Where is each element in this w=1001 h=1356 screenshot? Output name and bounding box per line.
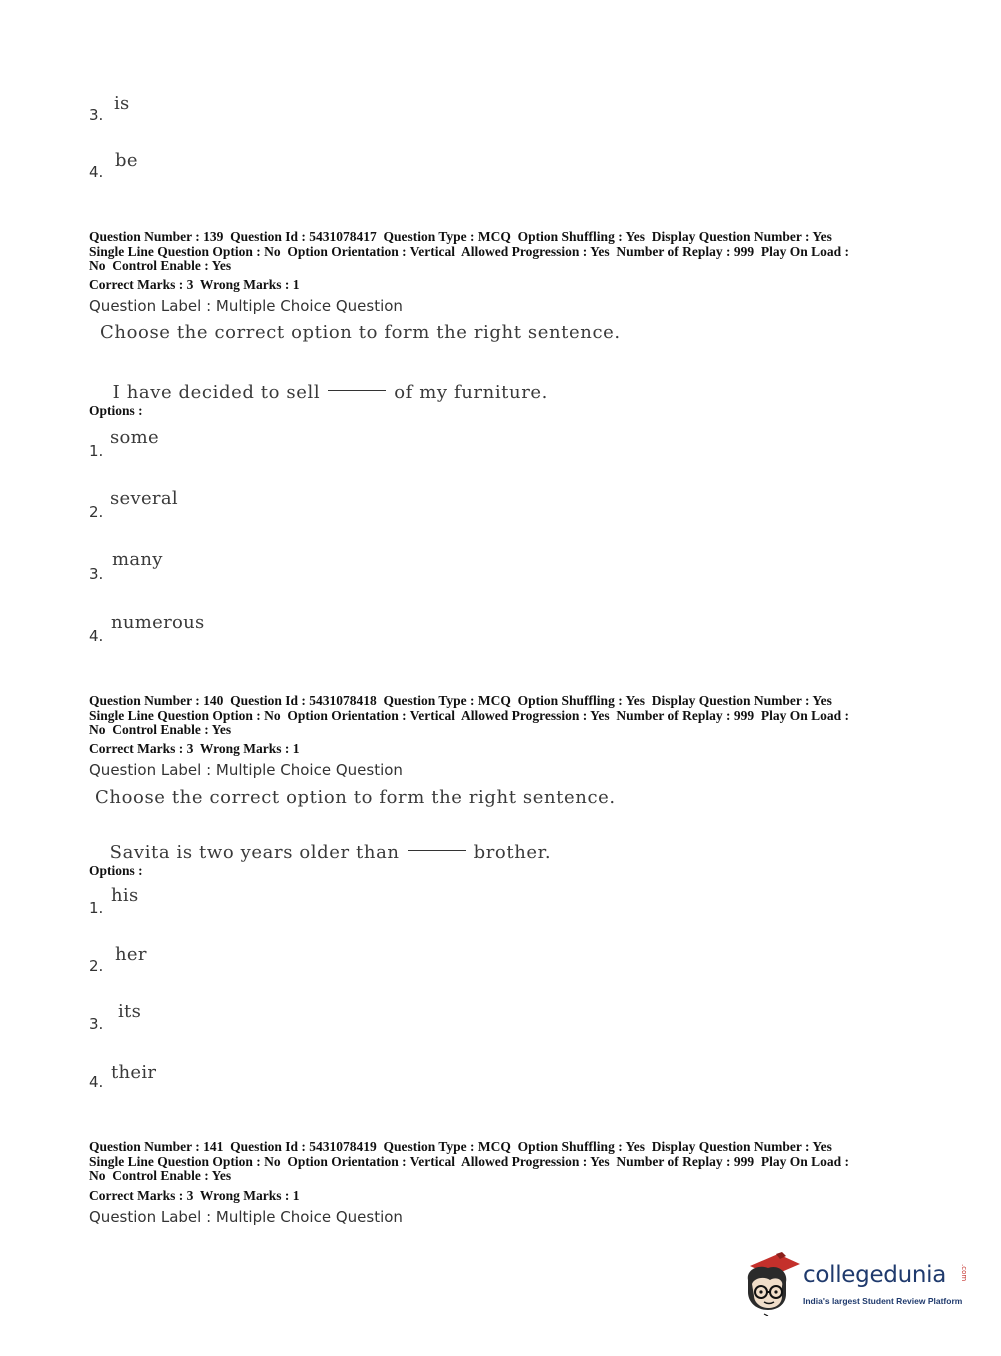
option-text: some — [110, 427, 159, 448]
question-meta-line: Single Line Question Option : No Option Orientation : Vertical Allowed Progression : Yes Number of Replay : 999 Play On Load : — [89, 243, 850, 259]
logo-tagline: India's largest Student Review Platform — [803, 1296, 963, 1306]
option-number: 4. — [89, 163, 104, 181]
question-meta-line: Question Number : 141 Question Id : 5431078419 Question Type : MCQ Option Shuffling : Yes Display Question Number : Yes — [89, 1139, 832, 1154]
option-text: be — [115, 150, 138, 171]
option-text: many — [112, 549, 163, 570]
question-label: Question Label : Multiple Choice Question — [89, 1208, 403, 1226]
option-number: 1. — [89, 899, 104, 917]
question-sentence — [97, 821, 551, 863]
collegedunia-logo — [742, 1250, 972, 1316]
option-number: 4. — [89, 627, 104, 645]
question-meta-line: Single Line Question Option : No Option Orientation : Vertical Allowed Progression : Yes Number of Replay : 999 Play On Load : — [89, 707, 850, 723]
option-text: their — [111, 1062, 157, 1083]
option-number: 2. — [89, 503, 104, 521]
question-instruction: Choose the correct option to form the right sentence. — [95, 787, 616, 808]
sentence-after: brother. — [473, 842, 552, 863]
question-141-block — [89, 1140, 849, 1184]
option-number: 1. — [89, 442, 104, 460]
options-label: Options : — [89, 403, 143, 418]
option-number: 2. — [89, 957, 104, 975]
question-139-block — [89, 230, 849, 274]
option-text: numerous — [111, 612, 205, 633]
logo-domain-suffix: .com — [960, 1264, 968, 1282]
question-meta-line: Question Number : 140 Question Id : 5431078418 Question Type : MCQ Option Shuffling : Yes Display Question Number : Yes — [89, 693, 832, 708]
question-label: Question Label : Multiple Choice Question — [89, 297, 403, 315]
question-label: Question Label : Multiple Choice Question — [89, 761, 403, 779]
marks-info: Correct Marks : 3 Wrong Marks : 1 — [89, 741, 300, 756]
question-meta-line: Single Line Question Option : No Option Orientation : Vertical Allowed Progression : Yes Number of Replay : 999 Play On Load : — [89, 1153, 850, 1169]
marks-info: Correct Marks : 3 Wrong Marks : 1 — [89, 277, 300, 292]
option-text: his — [111, 885, 139, 906]
question-meta-line: No Control Enable : Yes — [89, 258, 232, 273]
marks-info: Correct Marks : 3 Wrong Marks : 1 — [89, 1188, 300, 1203]
option-number: 3. — [89, 1015, 104, 1033]
question-instruction: Choose the correct option to form the right sentence. — [100, 322, 621, 343]
option-number: 3. — [89, 565, 104, 583]
option-text: is — [114, 93, 130, 114]
sentence-before: Savita is two years older than — [109, 842, 400, 863]
blank-line — [328, 390, 386, 391]
sentence-before: I have decided to sell — [112, 382, 321, 403]
option-number: 4. — [89, 1073, 104, 1091]
question-sentence — [100, 361, 548, 403]
question-meta-line: No Control Enable : Yes — [89, 1168, 232, 1183]
blank-line — [408, 850, 466, 851]
logo-wordmark: collegedunia — [803, 1262, 947, 1288]
mascot-icon — [742, 1250, 802, 1316]
question-meta-line: Question Number : 139 Question Id : 5431078417 Question Type : MCQ Option Shuffling : Yes Display Question Number : Yes — [89, 229, 832, 244]
question-meta-line: No Control Enable : Yes — [89, 722, 232, 737]
option-text: its — [118, 1001, 142, 1022]
options-label: Options : — [89, 863, 143, 878]
question-140-block — [89, 694, 849, 738]
option-number: 3. — [89, 106, 104, 124]
option-text: several — [110, 488, 178, 509]
sentence-after: of my furniture. — [394, 382, 548, 403]
option-text: her — [115, 944, 147, 965]
